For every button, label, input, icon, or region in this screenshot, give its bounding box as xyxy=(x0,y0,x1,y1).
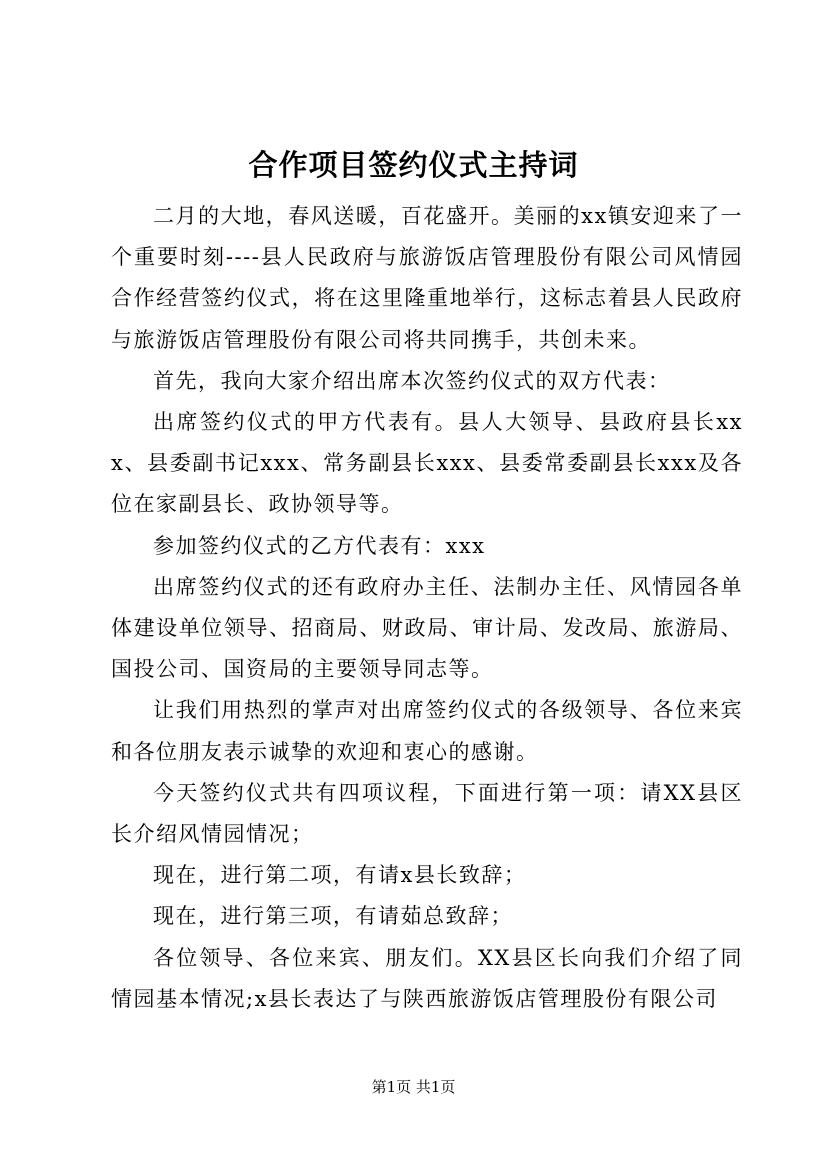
paragraph-agenda-three: 现在，进行第三项，有请茹总致辞； xyxy=(153,904,513,929)
paragraph-welcome: 让我们用热烈的掌声对出席签约仪式的各级领导、各位来宾和各位朋友表示诚挚的欢迎和衷心的感谢。 xyxy=(111,698,743,764)
paragraph-attendees: 出席签约仪式的还有政府办主任、法制办主任、风情园各单体建设单位领导、招商局、财政局、审计局、发改局、旅游局、国投公司、国资局的主要领导同志等。 xyxy=(111,574,743,682)
document-title: 合作项目签约仪式主持词 xyxy=(248,148,579,182)
page-number-footer: 第1页 共1页 xyxy=(371,1078,456,1096)
paragraph-summary: 各位领导、各位来宾、朋友们。XX县区长向我们介绍了同情园基本情况;x县长表达了与陕西旅游饭店管理股份有限公司 xyxy=(111,945,743,1011)
paragraph-party-a: 出席签约仪式的甲方代表有。县人大领导、县政府县长xxx、县委副书记xxx、常务副县长xxx、县委常委副县长xxx及各位在家副县长、政协领导等。 xyxy=(111,410,743,517)
paragraph-party-b: 参加签约仪式的乙方代表有：xxx xyxy=(153,533,486,558)
paragraph-opening: 二月的大地，春风送暖，百花盛开。美丽的xx镇安迎来了一个重要时刻----县人民政府与旅游饭店管理股份有限公司风情园合作经营签约仪式，将在这里隆重地举行，这标志着县人民政府与旅游饭店管理股份有限公司将共同携手，共创未来。 xyxy=(111,204,743,352)
document-body xyxy=(111,196,743,1020)
paragraph-agenda-two: 现在，进行第二项，有请x县长致辞； xyxy=(153,863,527,888)
paragraph-introduction: 首先，我向大家介绍出席本次签约仪式的双方代表： xyxy=(153,368,671,393)
paragraph-agenda-one: 今天签约仪式共有四项议程，下面进行第一项：请XX县区长介绍风情园情况； xyxy=(111,780,743,847)
